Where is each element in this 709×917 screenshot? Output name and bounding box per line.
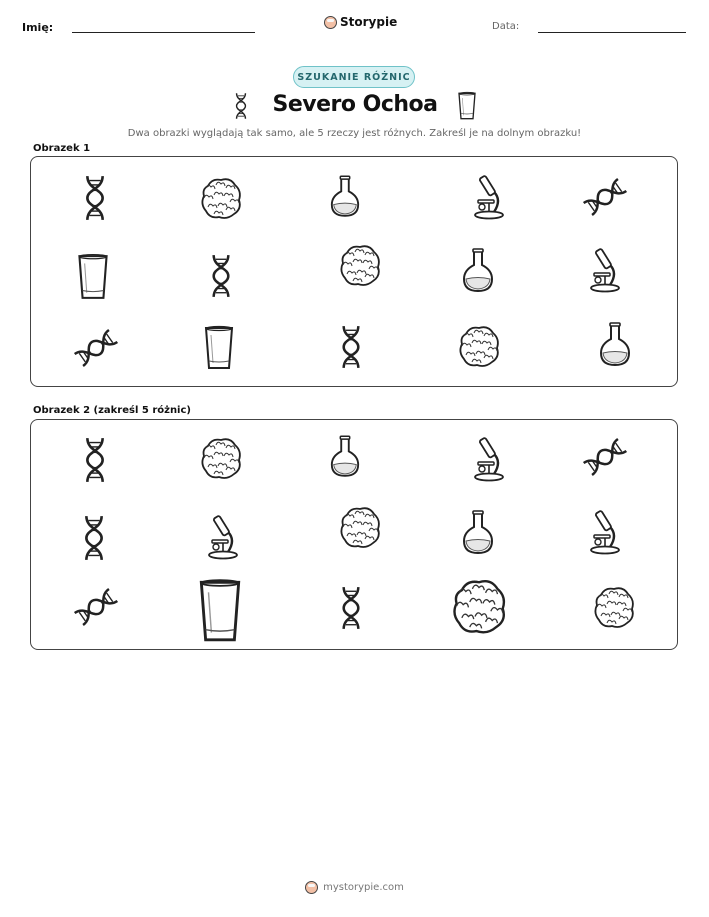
brain-icon[interactable] [593, 585, 635, 629]
beaker-icon [457, 91, 477, 121]
beaker-icon[interactable] [197, 577, 243, 645]
dna-icon [207, 253, 235, 299]
flask-icon[interactable] [461, 510, 495, 556]
mascot-icon [305, 881, 318, 894]
date-label: Data: [492, 21, 520, 32]
picture1-label: Obrazek 1 [33, 143, 91, 154]
date-line[interactable] [538, 32, 686, 33]
brain-icon [458, 324, 500, 368]
title-beaker-icon [457, 91, 477, 121]
picture2-label: Obrazek 2 (zakreśl 5 różnic) [33, 405, 191, 416]
dna-icon [337, 324, 365, 370]
name-line[interactable] [72, 32, 255, 33]
microscope-icon [470, 174, 506, 220]
microscope-icon[interactable] [204, 514, 240, 560]
dna-icon[interactable] [337, 585, 365, 631]
dna-icon [80, 174, 110, 222]
page-title: Severo Ochoa [272, 92, 438, 117]
microscope-icon[interactable] [586, 509, 622, 555]
flask-icon [329, 174, 361, 220]
brain-icon[interactable] [339, 505, 381, 549]
brand-logo [324, 15, 397, 29]
flask-icon[interactable] [329, 434, 361, 480]
flask-icon [461, 248, 495, 294]
beaker-icon [203, 324, 235, 372]
name-label: Imię: [22, 21, 54, 34]
dna-icon[interactable] [80, 436, 110, 484]
microscope-icon[interactable] [470, 436, 506, 482]
dna-icon[interactable] [79, 514, 109, 562]
beaker-icon [76, 253, 110, 301]
activity-badge: SZUKANIE RÓŻNIC [293, 66, 415, 88]
brain-icon [339, 243, 381, 287]
instructions: Dwa obrazki wyglądają tak samo, ale 5 rzeczy jest różnych. Zakreśl je na dolnym obrazku! [127, 128, 582, 139]
flask-icon [598, 322, 632, 368]
brand-name: Storypie [340, 15, 398, 29]
footer-url: mystorypie.com [323, 882, 404, 893]
footer [0, 881, 709, 894]
brain-icon [200, 176, 242, 220]
brain-icon[interactable] [200, 436, 242, 480]
microscope-icon [586, 247, 622, 293]
mascot-icon [324, 16, 337, 29]
brain-icon[interactable] [450, 577, 508, 635]
